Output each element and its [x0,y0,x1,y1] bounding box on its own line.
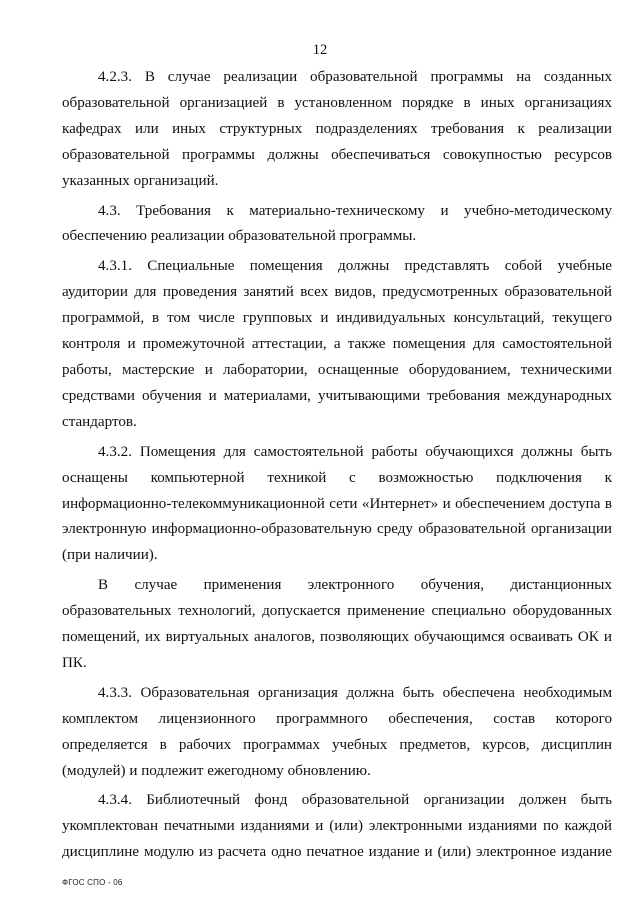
paragraph-4-3 [62,199,612,251]
text-line: работы, мастерские и лаборатории, оснащенные оборудованием, техническими [62,361,612,378]
text-line: комплектом лицензионного программного обеспечения, состав которого [62,710,612,727]
text-line: 4.3.2. Помещения для самостоятельной работы обучающихся должны быть [98,443,612,460]
text-line: ПК. [62,654,87,671]
text-line: программой, в том числе групповых и индивидуальных консультаций, текущего [62,310,612,327]
text-line: определяется в рабочих программах учебных предметов, курсов, дисциплин [62,736,612,753]
text-line: 4.3.3. Образовательная организация должна быть обеспечена необходимым [98,684,612,701]
text-line: средствами обучения и материалами, учитывающими требования международных [62,387,612,404]
paragraph-4-3-1 [62,254,612,435]
text-line: обеспечению реализации образовательной программы. [62,228,417,245]
paragraph-4-3-2 [62,440,612,570]
text-line: кафедрах или иных структурных подразделениях требования к реализации [62,120,612,137]
text-line: образовательных технологий, допускается применение специально оборудованных [62,603,612,620]
text-line: 4.3.4. Библиотечный фонд образовательной организации должен быть [98,792,612,809]
page-number: 12 [312,42,328,58]
text-line: контроля и промежуточной аттестации, а также помещения для самостоятельной [62,336,612,353]
paragraph-4-3-4 [62,788,612,866]
text-line: образовательной организацией в установленном порядке в иных организациях [62,94,612,111]
paragraph-4-3-3 [62,681,612,785]
text-line: 4.3.1. Специальные помещения должны представлять собой учебные [98,258,612,275]
text-line: стандартов. [62,413,137,430]
document-body [62,65,612,870]
text-line: (при наличии). [62,547,158,564]
text-line: аудитории для проведения занятий всех видов, предусмотренных образовательной [62,284,612,301]
text-line: дисциплине модулю из расчета одно печатное издание и (или) электронное издание [62,844,612,861]
text-line: 4.2.3. В случае реализации образовательной программы на созданных [98,69,612,85]
text-line: оснащены компьютерной техникой с возможностью подключения к [62,469,612,486]
text-line: электронную информационно-образовательную среду образовательной организации [62,521,612,538]
text-line: образовательной программы должны обеспечиваться совокупностью ресурсов [62,146,612,163]
paragraph-distance-learning [62,573,612,677]
text-line: информационно-телекоммуникационной сети «Интернет» и обеспечением доступа в [62,495,612,512]
paragraph-4-2-3 [62,65,612,195]
text-line: указанных организаций. [62,172,219,189]
text-line: В случае применения электронного обучения, дистанционных [98,577,612,594]
footer-standard-code: ФГОС СПО - 06 [62,878,123,887]
text-line: (модулей) и подлежит ежегодному обновлению. [62,762,371,779]
text-line: укомплектован печатными изданиями и (или) электронными изданиями по каждой [62,818,612,835]
text-line: 4.3. Требования к материально-техническому и учебно-методическому [98,202,612,219]
text-line: помещений, их виртуальных аналогов, позволяющих обучающимся осваивать ОК и [62,629,612,646]
